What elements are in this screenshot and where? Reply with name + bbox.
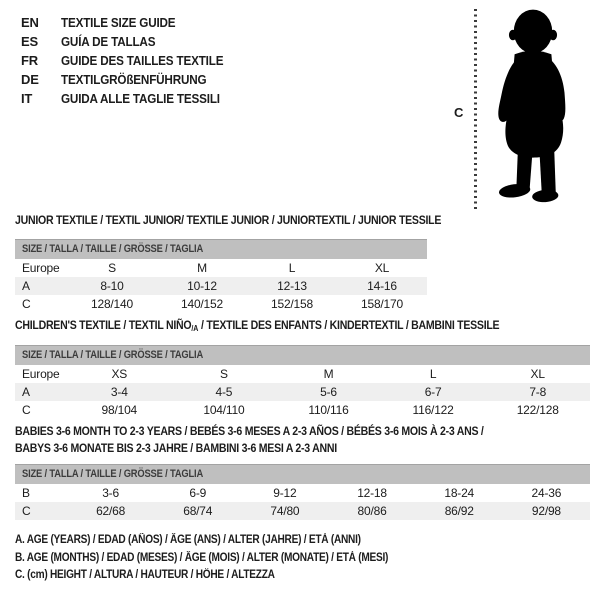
table-row — [15, 484, 590, 502]
size-header-text: SIZE / TALLA / TAILLE / GRÖSSE / TAGLIA — [22, 243, 204, 256]
cell-text: 158/170 — [361, 296, 403, 311]
cell-text: 3-6 — [102, 485, 119, 500]
value-cell — [416, 484, 503, 502]
cell-text: 92/98 — [531, 503, 561, 518]
cell-text: L — [288, 260, 296, 275]
size-header-cell — [15, 465, 590, 484]
babies-section-title — [15, 423, 547, 457]
cell-text: 24-36 — [531, 485, 562, 500]
language-code: FR — [21, 53, 38, 68]
value-cell — [247, 295, 337, 313]
cell-text: 110/116 — [308, 402, 349, 417]
cell-text: 116/122 — [412, 402, 454, 417]
note-text: C. (cm) HEIGHT / ALTURA / HAUTEUR / HÖHE / ALTEZZA — [15, 569, 275, 581]
value-cell — [157, 277, 247, 295]
row-label-cell — [15, 365, 67, 383]
value-cell — [381, 383, 486, 401]
height-measure-dotted-line — [474, 9, 477, 209]
cell-text: 18-24 — [444, 485, 475, 500]
value-cell — [328, 502, 415, 520]
language-row-it — [21, 89, 241, 108]
value-cell — [172, 383, 277, 401]
children-title-text — [15, 317, 499, 335]
children-section-title — [15, 317, 565, 335]
junior-title-text: JUNIOR TEXTILE / TEXTIL JUNIOR/ TEXTILE JUNIOR / JUNIORTEXTIL / JUNIOR TESSILE — [15, 213, 442, 227]
cell-text: C — [22, 402, 31, 417]
value-cell — [247, 259, 337, 277]
cell-text: L — [429, 366, 437, 381]
value-cell — [67, 383, 172, 401]
language-row-fr — [21, 51, 241, 70]
language-code: IT — [21, 91, 33, 106]
cell-text: 104/110 — [203, 402, 245, 417]
value-cell — [67, 259, 157, 277]
row-label-cell — [15, 259, 67, 277]
value-cell — [67, 484, 154, 502]
babies-title-line2: BABYS 3-6 MONATE BIS 2-3 JAHRE / BAMBINI 3-6 MESI A 2-3 ANNI — [15, 441, 337, 455]
language-row-de — [21, 70, 241, 89]
value-cell — [172, 365, 277, 383]
cell-text: M — [323, 366, 334, 381]
baby-silhouette — [489, 7, 577, 210]
language-title: GUÍA DE TALLAS — [61, 34, 156, 49]
value-cell — [241, 484, 328, 502]
table-header-row — [15, 465, 590, 484]
language-row-es — [21, 32, 241, 51]
size-header-cell — [15, 346, 590, 365]
row-label-cell — [15, 295, 67, 313]
value-cell — [485, 383, 590, 401]
cell-text: 9-12 — [273, 485, 297, 500]
value-cell — [67, 365, 172, 383]
height-measure-label: C — [454, 105, 464, 120]
junior-size-table — [15, 239, 427, 313]
value-cell — [485, 401, 590, 419]
language-code: DE — [21, 72, 39, 87]
value-cell — [276, 383, 381, 401]
cell-text: 74/80 — [270, 503, 300, 518]
children-title-part: CHILDREN'S TEXTILE / TEXTIL NIÑO — [15, 318, 192, 332]
cell-text: 8-10 — [100, 278, 124, 293]
value-cell — [67, 502, 154, 520]
value-cell — [337, 295, 427, 313]
value-cell — [172, 401, 277, 419]
children-title-subscript: /A — [191, 324, 199, 333]
language-title: TEXTILE SIZE GUIDE — [61, 15, 176, 30]
table-row — [15, 383, 590, 401]
cell-text: 14-16 — [367, 278, 397, 293]
cell-text: XL — [374, 260, 390, 275]
value-cell — [337, 277, 427, 295]
cell-text: 68/74 — [183, 503, 213, 518]
cell-text: A — [22, 384, 30, 399]
value-cell — [381, 401, 486, 419]
row-label-cell — [15, 502, 67, 520]
cell-text: B — [22, 485, 30, 500]
cell-text: 12-18 — [357, 485, 387, 500]
row-label-cell — [15, 484, 67, 502]
language-code: EN — [21, 15, 39, 30]
cell-text: 140/152 — [181, 296, 223, 311]
row-label-cell — [15, 383, 67, 401]
size-header-text: SIZE / TALLA / TAILLE / GRÖSSE / TAGLIA — [22, 349, 204, 362]
value-cell — [276, 401, 381, 419]
cell-text: XL — [530, 366, 545, 381]
legend-notes — [15, 534, 439, 587]
cell-text: Europe — [22, 260, 60, 275]
cell-text: S — [108, 260, 116, 275]
cell-text: 152/158 — [271, 296, 313, 311]
value-cell — [381, 365, 486, 383]
value-cell — [67, 295, 157, 313]
row-label-cell — [15, 277, 67, 295]
value-cell — [503, 502, 590, 520]
value-cell — [157, 259, 247, 277]
table-row — [15, 502, 590, 520]
cell-text: 62/68 — [96, 503, 126, 518]
table-row — [15, 295, 427, 313]
value-cell — [416, 502, 503, 520]
cell-text: XS — [111, 366, 128, 381]
value-cell — [247, 277, 337, 295]
table-header-row — [15, 240, 427, 259]
cell-text: Europe — [22, 366, 60, 381]
size-header-text: SIZE / TALLA / TAILLE / GRÖSSE / TAGLIA — [22, 468, 204, 481]
babies-title-line1: BABIES 3-6 MONTH TO 2-3 YEARS / BEBÉS 3-6 MESES A 2-3 AÑOS / BÉBÉS 3-6 MOIS À 2-3 ANS / — [15, 424, 484, 438]
cell-text: 6-9 — [189, 485, 207, 500]
cell-text: 4-5 — [215, 384, 233, 399]
language-title: GUIDE DES TAILLES TEXTILE — [61, 53, 224, 68]
value-cell — [337, 259, 427, 277]
note-age-years — [15, 534, 439, 552]
language-code: ES — [21, 34, 38, 49]
cell-text: C — [22, 296, 31, 311]
cell-text: M — [197, 260, 207, 275]
value-cell — [328, 484, 415, 502]
table-row — [15, 365, 590, 383]
language-row-en — [21, 13, 241, 32]
children-size-table — [15, 345, 590, 419]
note-age-months — [15, 552, 439, 570]
row-label-cell — [15, 401, 67, 419]
junior-section-title — [15, 212, 499, 229]
children-title-part: / TEXTILE DES ENFANTS / KINDERTEXTIL / BAMBINI TESSILE — [198, 318, 500, 332]
size-header-cell — [15, 240, 427, 259]
cell-text: 98/104 — [101, 402, 138, 417]
cell-text: 12-13 — [277, 278, 307, 293]
value-cell — [276, 365, 381, 383]
cell-text: 5-6 — [320, 384, 337, 399]
table-row — [15, 277, 427, 295]
note-height-cm — [15, 569, 439, 587]
value-cell — [241, 502, 328, 520]
value-cell — [485, 365, 590, 383]
language-list — [21, 13, 241, 108]
cell-text: 80/86 — [357, 503, 387, 518]
cell-text: 122/128 — [516, 402, 559, 417]
value-cell — [67, 277, 157, 295]
note-text: B. AGE (MONTHS) / EDAD (MESES) / ÂGE (MOIS) / ALTER (MONATE) / ETÀ (MESI) — [15, 551, 389, 564]
cell-text: A — [22, 278, 30, 293]
cell-text: 128/140 — [91, 296, 133, 311]
value-cell — [157, 295, 247, 313]
cell-text: 6-7 — [424, 384, 442, 399]
value-cell — [154, 484, 241, 502]
cell-text: 86/92 — [444, 503, 474, 518]
cell-text: C — [22, 503, 31, 518]
table-row — [15, 259, 427, 277]
value-cell — [154, 502, 241, 520]
value-cell — [503, 484, 590, 502]
cell-text: S — [219, 366, 228, 381]
cell-text: 3-4 — [110, 384, 128, 399]
language-title: TEXTILGRÖßENFÜHRUNG — [61, 72, 207, 87]
language-title: GUIDA ALLE TAGLIE TESSILI — [61, 91, 220, 106]
cell-text: 7-8 — [529, 384, 547, 399]
cell-text: 10-12 — [187, 278, 217, 293]
note-text: A. AGE (YEARS) / EDAD (AÑOS) / ÂGE (ANS) / ALTER (JAHRE) / ETÀ (ANNI) — [15, 534, 361, 546]
table-row — [15, 401, 590, 419]
babies-size-table — [15, 464, 590, 520]
value-cell — [67, 401, 172, 419]
table-header-row — [15, 346, 590, 365]
